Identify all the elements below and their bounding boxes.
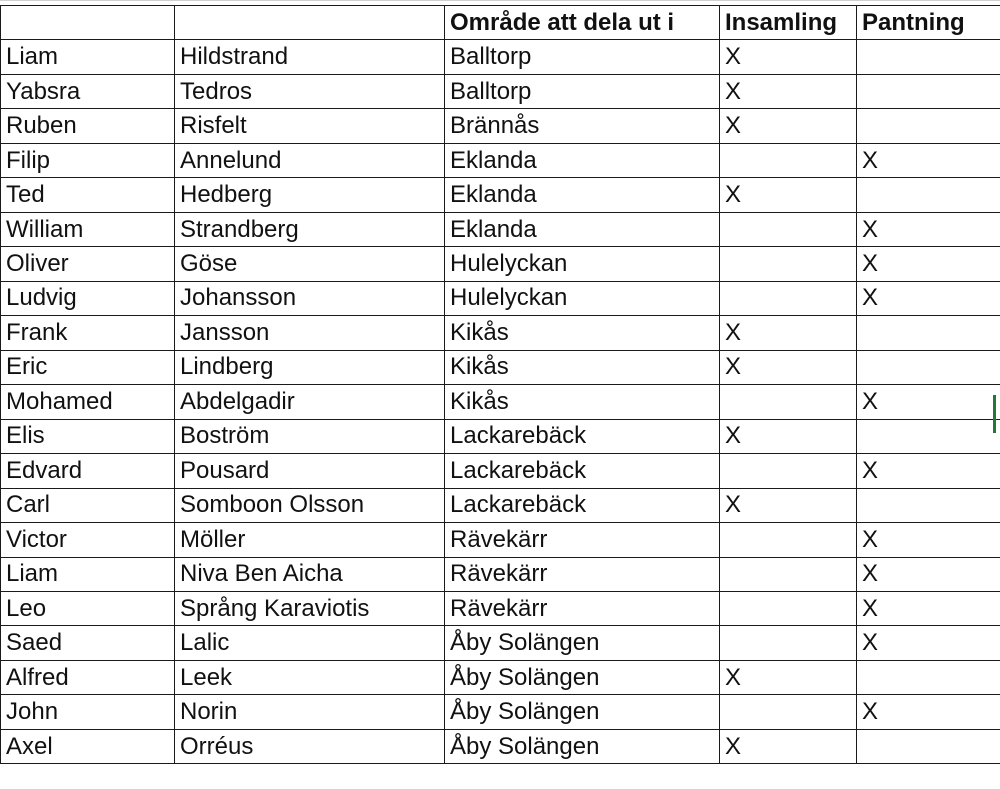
- last-name-cell[interactable]: Somboon Olsson: [175, 488, 445, 522]
- first-name-cell[interactable]: John: [1, 695, 175, 729]
- table-row: [1, 557, 1000, 591]
- area-cell[interactable]: Eklanda: [445, 212, 720, 246]
- table-row: [1, 247, 1000, 281]
- data-table: [0, 5, 1000, 764]
- table-row: [1, 523, 1000, 557]
- last-name-cell[interactable]: Göse: [175, 247, 445, 281]
- first-name-cell[interactable]: Victor: [1, 523, 175, 557]
- table-row: [1, 488, 1000, 522]
- first-name-cell[interactable]: Ted: [1, 178, 175, 212]
- area-cell[interactable]: Hulelyckan: [445, 281, 720, 315]
- insamling-cell[interactable]: [720, 281, 857, 315]
- table-row: [1, 281, 1000, 315]
- last-name-cell[interactable]: Norin: [175, 695, 445, 729]
- first-name-cell[interactable]: Alfred: [1, 660, 175, 694]
- pantning-cell[interactable]: [857, 178, 1000, 212]
- insamling-cell[interactable]: [720, 454, 857, 488]
- pantning-cell[interactable]: X: [857, 695, 1000, 729]
- table-row: [1, 454, 1000, 488]
- header-cell-insamling[interactable]: Insamling: [720, 6, 857, 40]
- area-cell[interactable]: Lackarebäck: [445, 454, 720, 488]
- selection-indicator: [993, 395, 996, 433]
- pantning-cell[interactable]: [857, 729, 1000, 763]
- pantning-cell[interactable]: X: [857, 454, 1000, 488]
- last-name-cell[interactable]: Tedros: [175, 74, 445, 108]
- pantning-cell[interactable]: [857, 488, 1000, 522]
- pantning-cell[interactable]: [857, 74, 1000, 108]
- table-row: [1, 316, 1000, 350]
- first-name-cell[interactable]: Edvard: [1, 454, 175, 488]
- table-row: [1, 109, 1000, 143]
- table-row: [1, 385, 1000, 419]
- first-name-cell[interactable]: Filip: [1, 143, 175, 177]
- insamling-cell[interactable]: X: [720, 74, 857, 108]
- insamling-cell[interactable]: [720, 626, 857, 660]
- pantning-cell[interactable]: X: [857, 523, 1000, 557]
- area-cell[interactable]: Balltorp: [445, 74, 720, 108]
- area-cell[interactable]: Hulelyckan: [445, 247, 720, 281]
- last-name-cell[interactable]: Jansson: [175, 316, 445, 350]
- table-row: [1, 212, 1000, 246]
- last-name-cell[interactable]: Pousard: [175, 454, 445, 488]
- area-cell[interactable]: Åby Solängen: [445, 695, 720, 729]
- area-cell[interactable]: Brännås: [445, 109, 720, 143]
- table-row: [1, 40, 1000, 74]
- insamling-cell[interactable]: [720, 247, 857, 281]
- table-row: [1, 660, 1000, 694]
- first-name-cell[interactable]: William: [1, 212, 175, 246]
- pantning-cell[interactable]: [857, 350, 1000, 384]
- first-name-cell[interactable]: Frank: [1, 316, 175, 350]
- insamling-cell[interactable]: [720, 212, 857, 246]
- last-name-cell[interactable]: Lindberg: [175, 350, 445, 384]
- pantning-cell[interactable]: X: [857, 212, 1000, 246]
- pantning-cell[interactable]: X: [857, 591, 1000, 625]
- insamling-cell[interactable]: [720, 143, 857, 177]
- first-name-cell[interactable]: Liam: [1, 557, 175, 591]
- first-name-cell[interactable]: Carl: [1, 488, 175, 522]
- last-name-cell[interactable]: Strandberg: [175, 212, 445, 246]
- pantning-cell[interactable]: X: [857, 281, 1000, 315]
- table-row: [1, 626, 1000, 660]
- pantning-cell[interactable]: X: [857, 143, 1000, 177]
- first-name-cell[interactable]: Liam: [1, 40, 175, 74]
- insamling-cell[interactable]: X: [720, 40, 857, 74]
- table-row: [1, 178, 1000, 212]
- last-name-cell[interactable]: Språng Karaviotis: [175, 591, 445, 625]
- last-name-cell[interactable]: Risfelt: [175, 109, 445, 143]
- pantning-cell[interactable]: [857, 660, 1000, 694]
- last-name-cell[interactable]: Johansson: [175, 281, 445, 315]
- pantning-cell[interactable]: X: [857, 385, 1000, 419]
- first-name-cell[interactable]: Mohamed: [1, 385, 175, 419]
- first-name-cell[interactable]: Yabsra: [1, 74, 175, 108]
- header-row: [1, 6, 1000, 40]
- insamling-cell[interactable]: X: [720, 316, 857, 350]
- last-name-cell[interactable]: Hedberg: [175, 178, 445, 212]
- header-cell-first[interactable]: [1, 6, 175, 40]
- insamling-cell[interactable]: X: [720, 178, 857, 212]
- insamling-cell[interactable]: X: [720, 109, 857, 143]
- area-cell[interactable]: Rävekärr: [445, 523, 720, 557]
- pantning-cell[interactable]: [857, 109, 1000, 143]
- insamling-cell[interactable]: [720, 591, 857, 625]
- table-row: [1, 695, 1000, 729]
- last-name-cell[interactable]: Niva Ben Aicha: [175, 557, 445, 591]
- pantning-cell[interactable]: X: [857, 626, 1000, 660]
- area-cell[interactable]: Lackarebäck: [445, 419, 720, 453]
- area-cell[interactable]: Åby Solängen: [445, 729, 720, 763]
- last-name-cell[interactable]: Abdelgadir: [175, 385, 445, 419]
- header-cell-pantning[interactable]: Pantning: [857, 6, 1000, 40]
- pantning-cell[interactable]: [857, 419, 1000, 453]
- insamling-cell[interactable]: [720, 523, 857, 557]
- pantning-cell[interactable]: X: [857, 557, 1000, 591]
- last-name-cell[interactable]: Möller: [175, 523, 445, 557]
- area-cell[interactable]: Åby Solängen: [445, 626, 720, 660]
- table-row: [1, 419, 1000, 453]
- last-name-cell[interactable]: Hildstrand: [175, 40, 445, 74]
- first-name-cell[interactable]: Leo: [1, 591, 175, 625]
- table-body: [1, 6, 1000, 764]
- last-name-cell[interactable]: Orréus: [175, 729, 445, 763]
- insamling-cell[interactable]: [720, 695, 857, 729]
- last-name-cell[interactable]: Leek: [175, 660, 445, 694]
- first-name-cell[interactable]: Elis: [1, 419, 175, 453]
- area-cell[interactable]: Kikås: [445, 350, 720, 384]
- table-row: [1, 729, 1000, 763]
- last-name-cell[interactable]: Lalic: [175, 626, 445, 660]
- table-row: [1, 350, 1000, 384]
- pantning-cell[interactable]: [857, 40, 1000, 74]
- area-cell[interactable]: Rävekärr: [445, 591, 720, 625]
- insamling-cell[interactable]: X: [720, 488, 857, 522]
- insamling-cell[interactable]: X: [720, 350, 857, 384]
- insamling-cell[interactable]: [720, 557, 857, 591]
- area-cell[interactable]: Lackarebäck: [445, 488, 720, 522]
- area-cell[interactable]: Kikås: [445, 316, 720, 350]
- table-row: [1, 143, 1000, 177]
- insamling-cell[interactable]: X: [720, 729, 857, 763]
- area-cell[interactable]: Åby Solängen: [445, 660, 720, 694]
- pantning-cell[interactable]: [857, 316, 1000, 350]
- last-name-cell[interactable]: Boström: [175, 419, 445, 453]
- insamling-cell[interactable]: X: [720, 660, 857, 694]
- area-cell[interactable]: Rävekärr: [445, 557, 720, 591]
- header-cell-last[interactable]: [175, 6, 445, 40]
- table-row: [1, 74, 1000, 108]
- header-cell-area[interactable]: Område att dela ut i: [445, 6, 720, 40]
- first-name-cell[interactable]: Axel: [1, 729, 175, 763]
- first-name-cell[interactable]: Oliver: [1, 247, 175, 281]
- first-name-cell[interactable]: Ruben: [1, 109, 175, 143]
- area-cell[interactable]: Eklanda: [445, 178, 720, 212]
- area-cell[interactable]: Eklanda: [445, 143, 720, 177]
- insamling-cell[interactable]: [720, 385, 857, 419]
- insamling-cell[interactable]: X: [720, 419, 857, 453]
- last-name-cell[interactable]: Annelund: [175, 143, 445, 177]
- first-name-cell[interactable]: Eric: [1, 350, 175, 384]
- area-cell[interactable]: Kikås: [445, 385, 720, 419]
- first-name-cell[interactable]: Ludvig: [1, 281, 175, 315]
- first-name-cell[interactable]: Saed: [1, 626, 175, 660]
- table-row: [1, 591, 1000, 625]
- area-cell[interactable]: Balltorp: [445, 40, 720, 74]
- pantning-cell[interactable]: X: [857, 247, 1000, 281]
